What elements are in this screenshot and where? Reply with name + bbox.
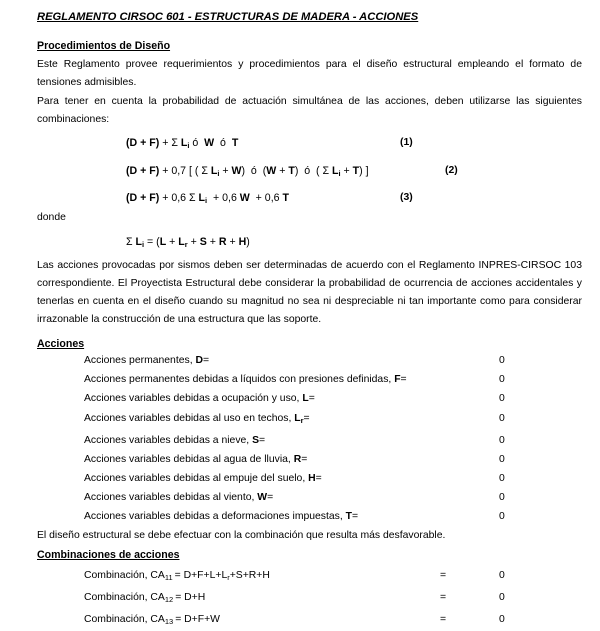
formula-1: (D + F) + Σ $L_i$ ó W ó T bbox=[126, 137, 239, 150]
donde-label: donde bbox=[37, 212, 66, 223]
acciones-symbol-subscript: r bbox=[300, 416, 304, 425]
acciones-value: 0 bbox=[499, 393, 505, 404]
acciones-value: 0 bbox=[499, 374, 505, 385]
acciones-equals: = bbox=[315, 473, 322, 484]
acciones-row bbox=[84, 511, 358, 522]
acciones-row bbox=[84, 374, 407, 385]
acciones-value: 0 bbox=[499, 435, 505, 446]
combinacion-row bbox=[84, 614, 220, 625]
acciones-symbol: W bbox=[257, 492, 268, 503]
acciones-row bbox=[84, 454, 307, 465]
acciones-equals: = bbox=[308, 393, 315, 404]
acciones-symbol: H bbox=[308, 473, 316, 484]
combinacion-label: Combinación, CA bbox=[84, 614, 165, 625]
formula-3-number: (3) bbox=[400, 192, 413, 203]
combinacion-equals: = bbox=[440, 592, 447, 603]
combinacion-subscript: 13 bbox=[164, 617, 174, 626]
formula-2: (D + F) + 0,7 [ ( Σ $L_i + W$) ó (W + T) ó ( Σ $L_i + T$) ] bbox=[126, 165, 369, 178]
combinacion-row bbox=[84, 570, 270, 581]
acciones-label: Acciones variables debidas a ocupación y uso, bbox=[84, 393, 303, 404]
combinacion-expression-subscript: r bbox=[227, 573, 230, 582]
combinacion-equals: = bbox=[440, 570, 447, 581]
formula-3: (D + F) + 0,6 Σ $L_i + 0,6$ W + 0,6 T bbox=[126, 192, 289, 205]
acciones-equals: = bbox=[303, 413, 310, 424]
acciones-symbol: D bbox=[195, 355, 203, 366]
acciones-equals: = bbox=[267, 492, 274, 503]
combinacion-expression-tail: +S+R+H bbox=[229, 570, 270, 581]
acciones-label: Acciones permanentes, bbox=[84, 355, 196, 366]
acciones-equals: = bbox=[352, 511, 359, 522]
acciones-label: Acciones permanentes debidas a líquidos con presiones definidas, bbox=[84, 374, 395, 385]
combinacion-subscript: 11 bbox=[164, 573, 173, 582]
combinacion-label: Combinación, CA bbox=[84, 592, 165, 603]
acciones-label: Acciones variables debidas a deformaciones impuestas, bbox=[84, 511, 346, 522]
acciones-equals: = bbox=[400, 374, 407, 385]
combinacion-equals: = bbox=[440, 614, 447, 625]
formula-1-number: (1) bbox=[400, 137, 413, 148]
formula-sum-li: Σ $L_i = (L + L_r + S + R + H)$ bbox=[126, 236, 250, 249]
acciones-symbol: L bbox=[302, 393, 309, 404]
acciones-row bbox=[84, 492, 273, 503]
acciones-value: 0 bbox=[499, 454, 505, 465]
combinacion-expression: = D+H bbox=[175, 592, 206, 603]
acciones-equals: = bbox=[203, 355, 210, 366]
acciones-row bbox=[84, 393, 315, 404]
paragraph-sismos: Las acciones provocadas por sismos deben ser determinadas de acuerdo con el Reglamento INPRES-CIRSOC 103 correspondiente. El Proyectista Estructural debe considerar la probabilidad de ocurrencia de acciones accidentales y tenerlas en cuenta en el diseño cuando su magnitud no sea ni despreciable ni tan importante como para considerar irrazonable la construcción de una estructura que las soporte. bbox=[37, 260, 582, 325]
acciones-row bbox=[84, 355, 209, 366]
acciones-label: Acciones variables debidas al empuje del suelo, bbox=[84, 473, 309, 484]
heading-combinaciones: Combinaciones de acciones bbox=[37, 549, 180, 561]
acciones-note: El diseño estructural se debe efectuar con la combinación que resulta más desfavorable. bbox=[37, 530, 446, 541]
acciones-value: 0 bbox=[499, 492, 505, 503]
paragraph-intro: Este Reglamento provee requerimientos y procedimientos para el diseño estructural empleando el formato de tensiones admisibles. bbox=[37, 59, 582, 88]
acciones-value: 0 bbox=[499, 413, 505, 424]
combinacion-expression: = D+F+W bbox=[175, 614, 220, 625]
combinacion-value: 0 bbox=[499, 570, 505, 581]
acciones-symbol: $L_r$ bbox=[294, 413, 304, 425]
combinacion-value: 0 bbox=[499, 614, 505, 625]
acciones-row bbox=[84, 413, 310, 424]
acciones-symbol: T bbox=[345, 511, 352, 522]
acciones-value: 0 bbox=[499, 473, 505, 484]
document-title: REGLAMENTO CIRSOC 601 - ESTRUCTURAS DE MADERA - ACCIONES bbox=[37, 11, 419, 23]
acciones-row bbox=[84, 473, 322, 484]
acciones-symbol: F bbox=[394, 374, 401, 385]
acciones-label: Acciones variables debidas al uso en techos, bbox=[84, 413, 295, 424]
acciones-row bbox=[84, 435, 265, 446]
acciones-symbol: R bbox=[293, 454, 302, 465]
combinacion-value: 0 bbox=[499, 592, 505, 603]
acciones-label: Acciones variables debidas al viento, bbox=[84, 492, 258, 503]
combinacion-row bbox=[84, 592, 205, 603]
heading-acciones: Acciones bbox=[37, 338, 85, 350]
formula-2-number: (2) bbox=[445, 165, 458, 176]
acciones-label: Acciones variables debidas al agua de lluvia, bbox=[84, 454, 294, 465]
acciones-equals: = bbox=[301, 454, 308, 465]
acciones-value: 0 bbox=[499, 355, 505, 366]
combinacion-expression: = D+F+L+L bbox=[174, 570, 228, 581]
heading-procedimientos: Procedimientos de Diseño bbox=[37, 40, 171, 52]
combinacion-subscript: 12 bbox=[164, 595, 174, 604]
acciones-symbol: S bbox=[252, 435, 260, 446]
combinacion-label: Combinación, CA bbox=[84, 570, 165, 581]
paragraph-combinations: Para tener en cuenta la probabilidad de actuación simultánea de las acciones, deben utilizarse las siguientes combinaciones: bbox=[37, 96, 582, 125]
acciones-equals: = bbox=[259, 435, 266, 446]
acciones-value: 0 bbox=[499, 511, 505, 522]
acciones-label: Acciones variables debidas a nieve, bbox=[84, 435, 253, 446]
